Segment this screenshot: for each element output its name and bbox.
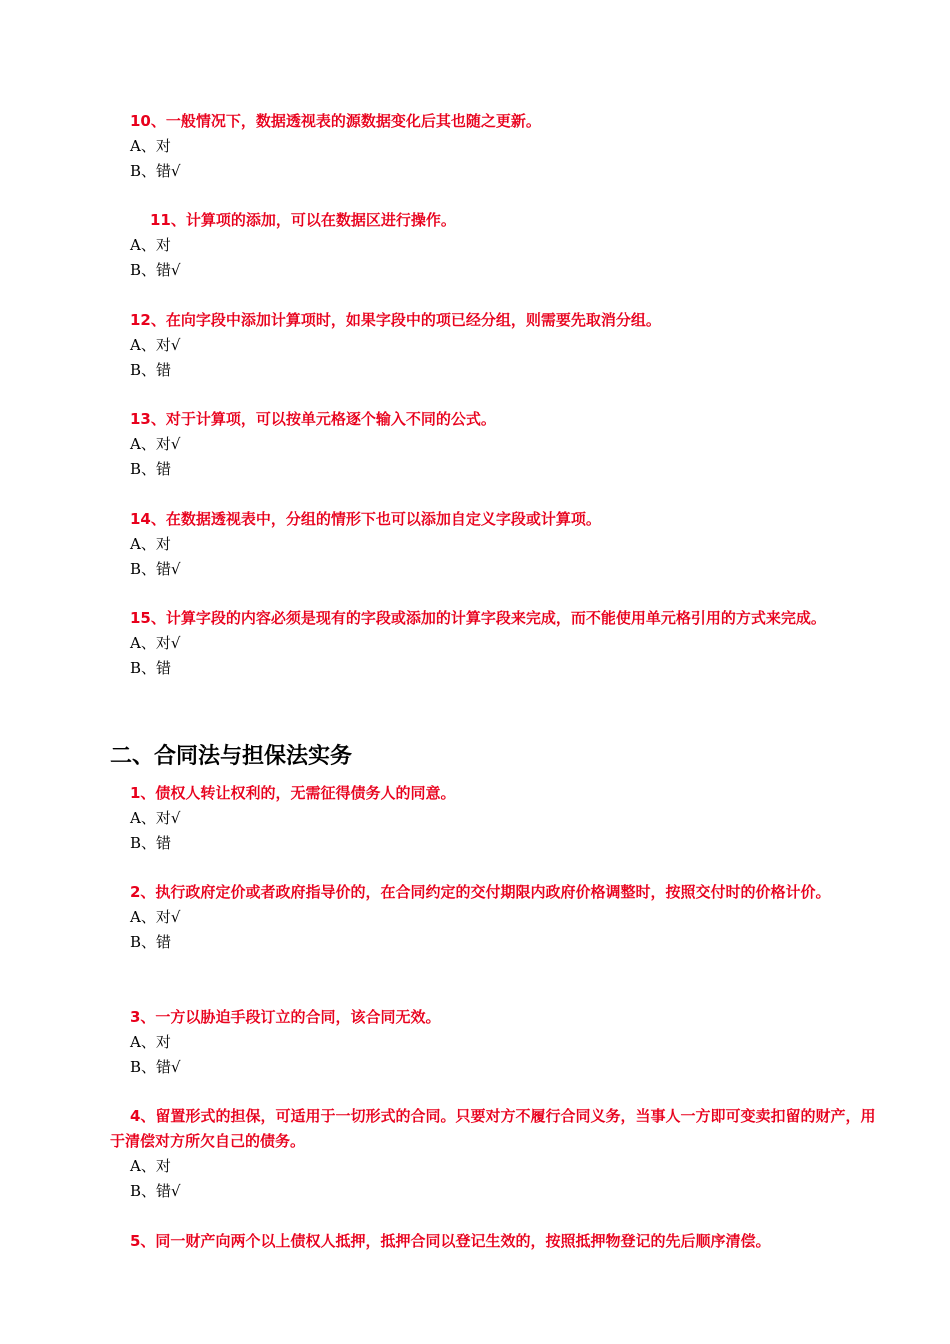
contract-question-3 <box>0 1005 950 1080</box>
option-b: B、错√ <box>130 261 181 279</box>
question-text: 10、一般情况下，数据透视表的源数据变化后其也随之更新。 <box>130 112 541 130</box>
question-10 <box>0 109 950 184</box>
question-text: 3、一方以胁迫手段订立的合同，该合同无效。 <box>130 1008 441 1026</box>
contract-question-4 <box>0 1104 950 1204</box>
option-a: A、对√ <box>130 634 181 652</box>
contract-question-1 <box>0 781 950 856</box>
question-text: 13、对于计算项，可以按单元格逐个输入不同的公式。 <box>130 410 496 428</box>
option-a: A、对 <box>130 137 171 155</box>
question-13 <box>0 407 950 482</box>
question-text: 1、债权人转让权利的，无需征得债务人的同意。 <box>130 784 456 802</box>
option-b: B、错 <box>130 933 172 951</box>
option-a: A、对√ <box>130 809 181 827</box>
question-15 <box>0 606 950 681</box>
option-a: A、对 <box>130 236 171 254</box>
question-text: 4、留置形式的担保，可适用于一切形式的合同。只要对方不履行合同义务，当事人一方即可变卖扣留的财产，用于清偿对方所欠自己的债务。 <box>110 1107 876 1150</box>
section-heading: 二、合同法与担保法实务 <box>110 744 353 769</box>
option-a: A、对√ <box>130 435 181 453</box>
option-b: B、错√ <box>130 1182 181 1200</box>
contract-question-5 <box>0 1229 950 1254</box>
option-b: B、错√ <box>130 162 181 180</box>
question-text: 12、在向字段中添加计算项时，如果字段中的项已经分组，则需要先取消分组。 <box>130 311 661 329</box>
option-b: B、错 <box>130 460 172 478</box>
question-11 <box>0 208 950 283</box>
option-b: B、错 <box>130 659 172 677</box>
option-b: B、错 <box>130 834 172 852</box>
option-a: A、对√ <box>130 336 181 354</box>
question-text: 14、在数据透视表中，分组的情形下也可以添加自定义字段或计算项。 <box>130 510 601 528</box>
question-text: 11、计算项的添加，可以在数据区进行操作。 <box>150 211 456 229</box>
question-14 <box>0 507 950 582</box>
option-a: A、对 <box>130 535 171 553</box>
question-12 <box>0 308 950 383</box>
option-a: A、对√ <box>130 908 181 926</box>
option-b: B、错√ <box>130 1058 181 1076</box>
option-a: A、对 <box>130 1157 171 1175</box>
option-b: B、错 <box>130 361 172 379</box>
option-a: A、对 <box>130 1033 171 1051</box>
contract-question-2 <box>0 880 950 955</box>
question-text: 15、计算字段的内容必须是现有的字段或添加的计算字段来完成，而不能使用单元格引用的方式来完成。 <box>130 609 826 627</box>
option-b: B、错√ <box>130 560 181 578</box>
question-text: 5、同一财产向两个以上债权人抵押，抵押合同以登记生效的，按照抵押物登记的先后顺序清偿。 <box>130 1232 771 1250</box>
question-text: 2、执行政府定价或者政府指导价的，在合同约定的交付期限内政府价格调整时，按照交付时的价格计价。 <box>130 883 831 901</box>
